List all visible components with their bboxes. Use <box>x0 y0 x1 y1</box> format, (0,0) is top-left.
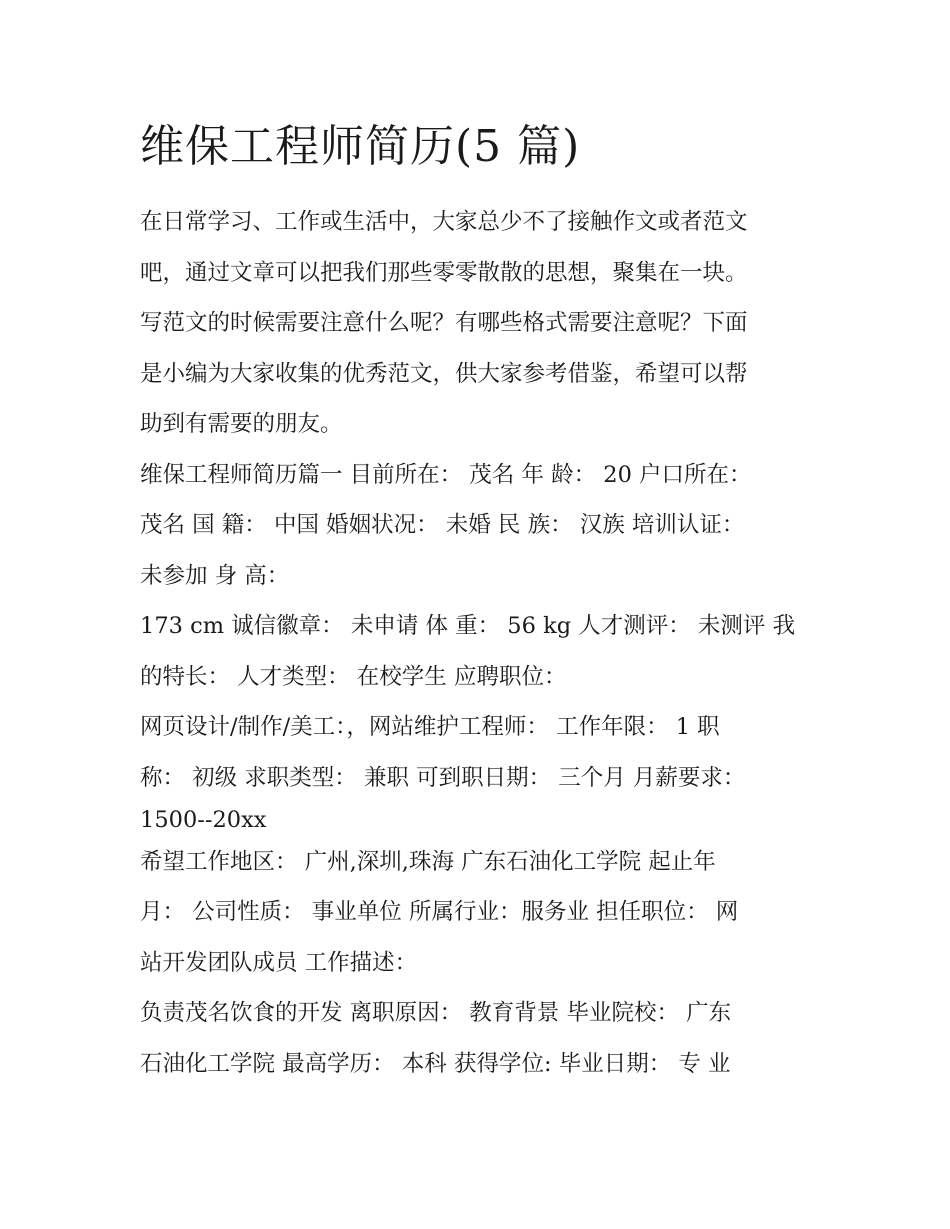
paragraph-line: 茂名 国 籍： 中国 婚姻状况： 未婚 民 族： 汉族 培训认证： <box>140 512 745 538</box>
paragraph-line: 维保工程师简历篇一 目前所在： 茂名 年 龄： 20 户口所在： <box>140 461 752 488</box>
paragraph-line: 石油化工学院 最高学历： 本科 获得学位: 毕业日期： 专 业 <box>140 1050 731 1077</box>
paragraph-line: 的特长： 人才类型： 在校学生 应聘职位： <box>140 663 567 690</box>
paragraph-line: 网页设计/制作/美工：，网站维护工程师： 工作年限： 1 职 <box>140 714 720 740</box>
paragraph-line: 月： 公司性质： 事业单位 所属行业：服务业 担任职位： 网 <box>140 899 739 925</box>
document-title: 维保工程师简历(5 篇) <box>140 121 581 172</box>
paragraph-line: 在日常学习、工作或生活中，大家总少不了接触作文或者范文 <box>140 209 748 235</box>
paragraph-line: 未参加 身 高： <box>140 562 290 589</box>
paragraph-line: 写范文的时候需要注意什么呢？有哪些格式需要注意呢？下面 <box>140 310 748 336</box>
paragraph-line: 站开发团队成员 工作描述： <box>140 949 418 976</box>
paragraph-line: 称： 初级 求职类型： 兼职 可到职日期： 三个月 月薪要求： <box>140 764 746 791</box>
paragraph-line: 负责茂名饮食的开发 离职原因： 教育背景 毕业院校： 广东 <box>140 1000 732 1026</box>
paragraph-line: 1500--20xx <box>140 806 267 833</box>
paragraph-line: 希望工作地区： 广州,深圳,珠海 广东石油化工学院 起止年 <box>140 848 716 875</box>
paragraph-line: 是小编为大家收集的优秀范文，供大家参考借鉴，希望可以帮 <box>140 360 748 387</box>
paragraph-line: 173 cm 诚信徽章： 未申请 体 重： 56 kg 人才测评： 未测评 我 <box>140 613 796 639</box>
document-body <box>140 200 820 1092</box>
paragraph-line: 吧，通过文章可以把我们那些零零散散的思想，聚集在一块。 <box>140 259 748 286</box>
paragraph-line: 助到有需要的朋友。 <box>140 411 343 437</box>
